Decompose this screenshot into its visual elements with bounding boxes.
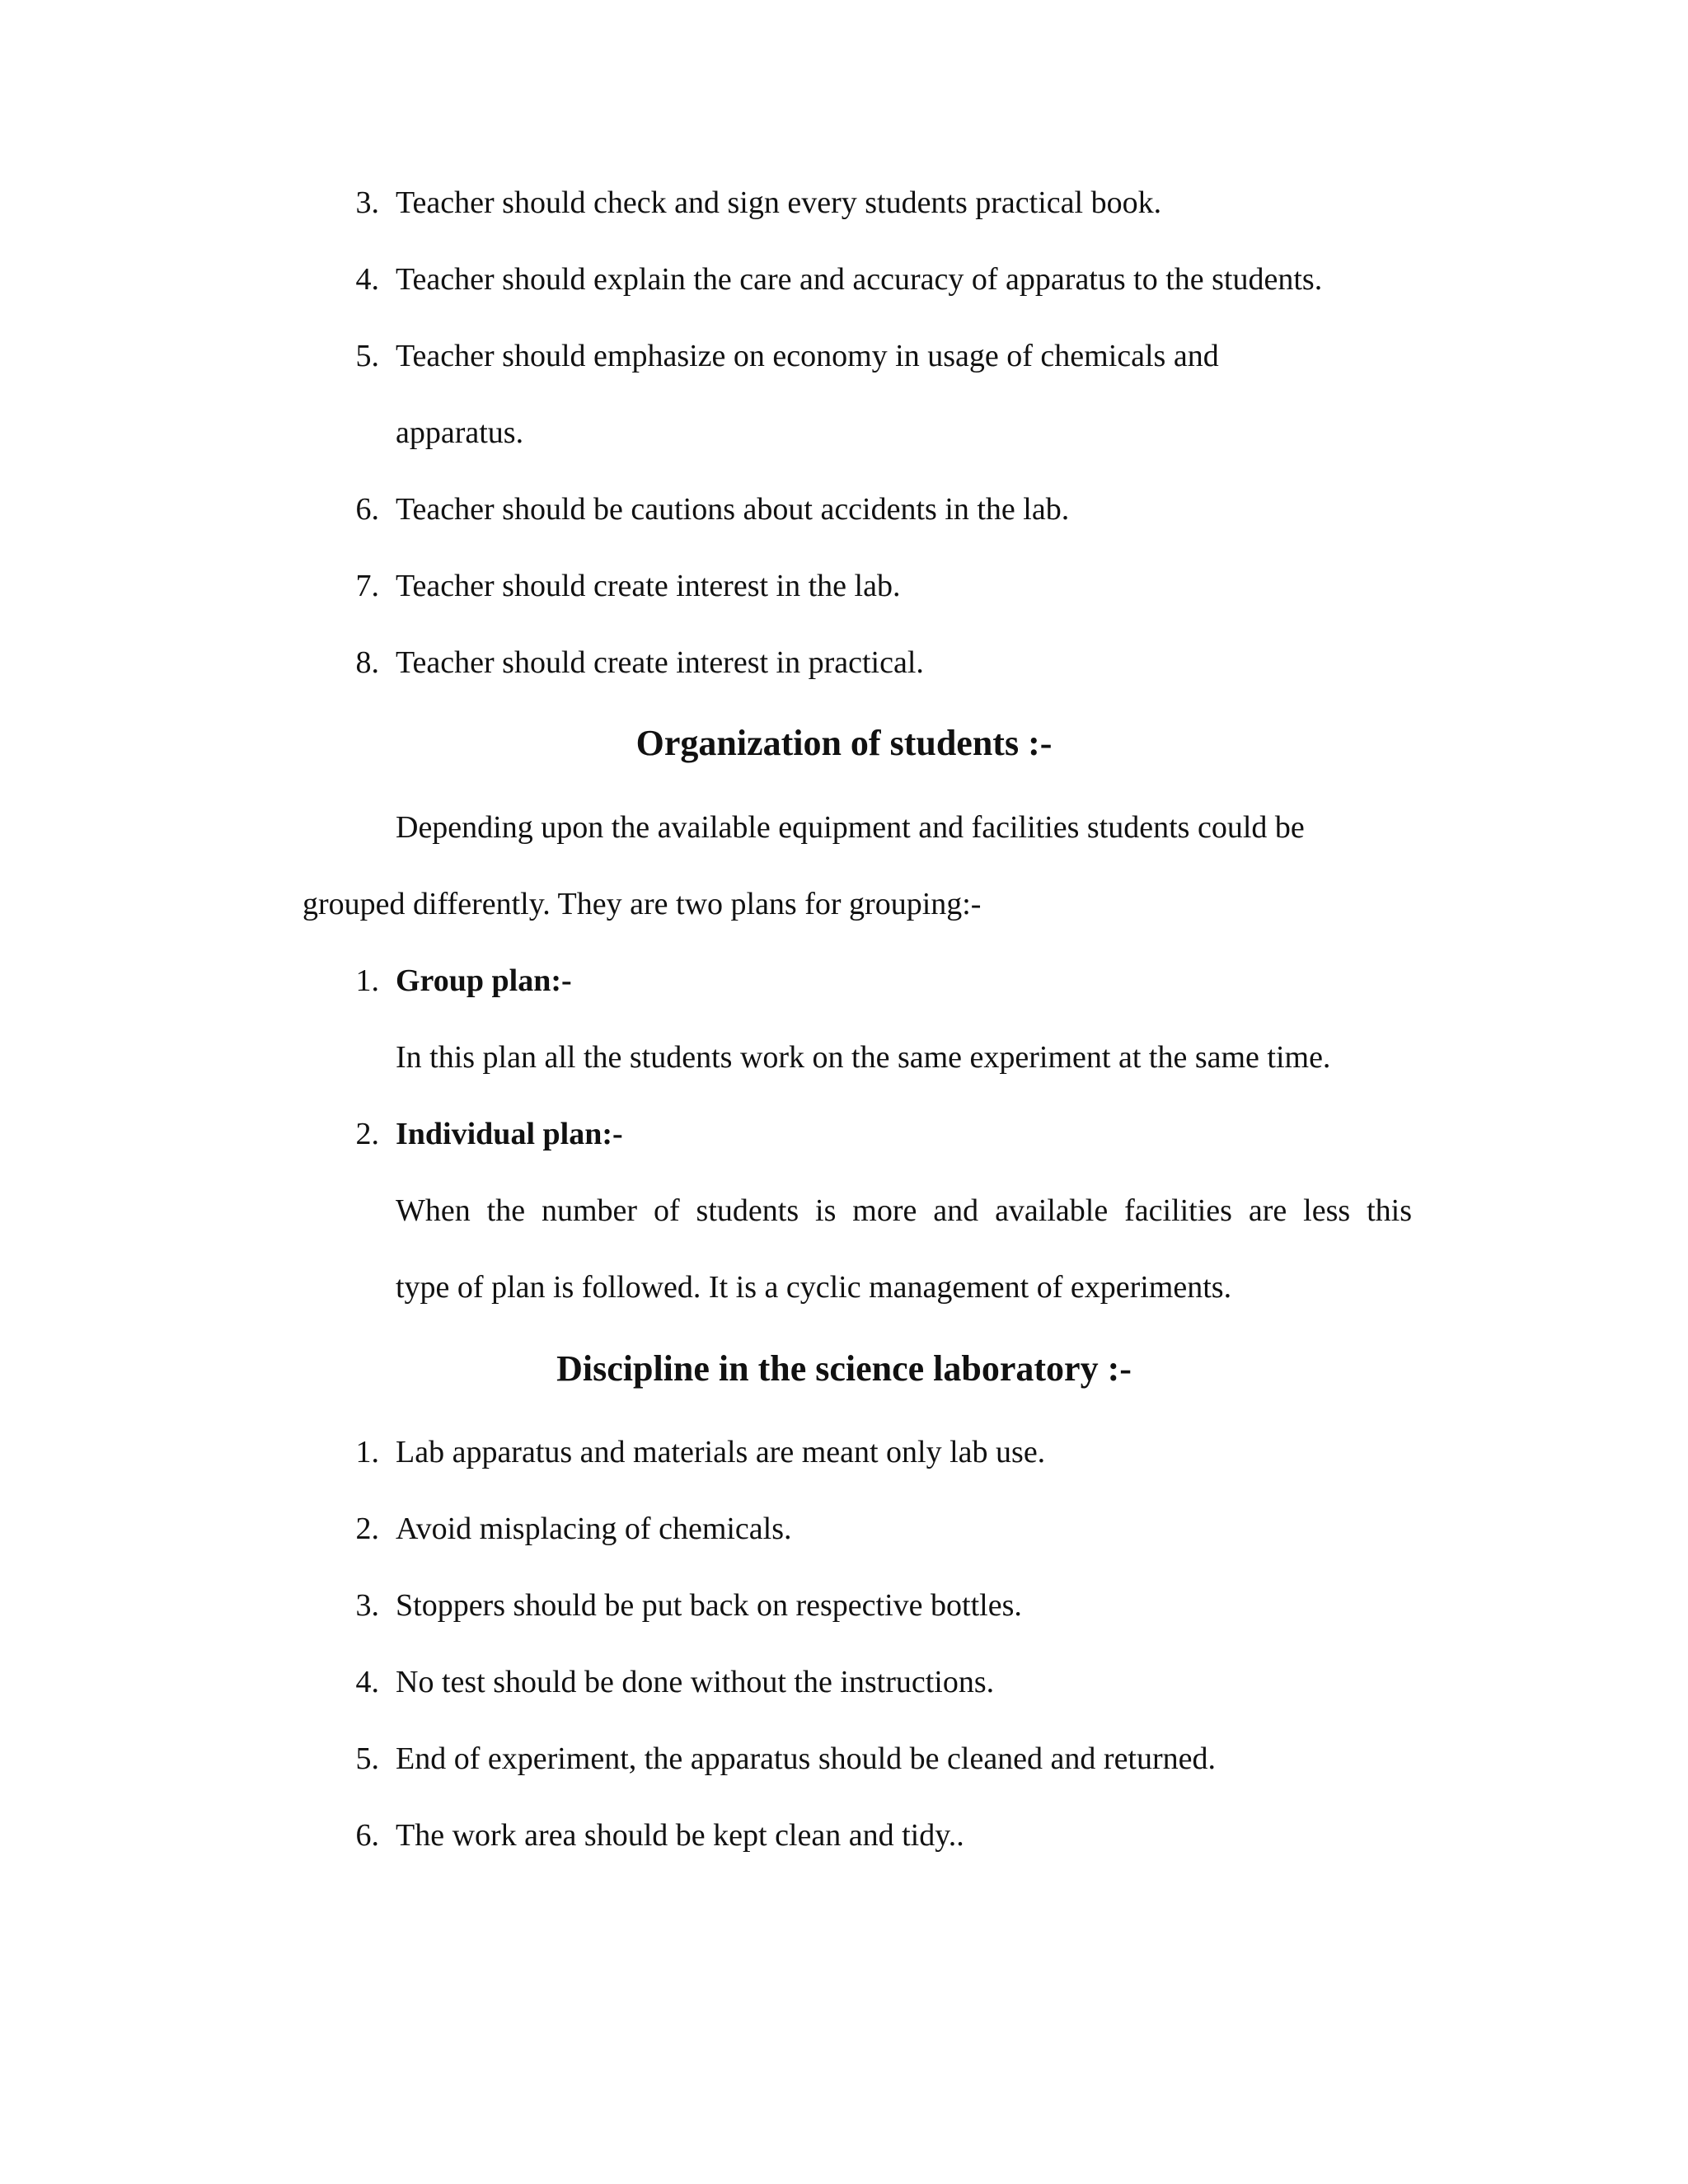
list-text: Teacher should check and sign every students practical book. [396, 185, 1162, 220]
plan-description-text: type of plan is followed. It is a cyclic management of experiments. [396, 1270, 1232, 1305]
list-text: Teacher should create interest in the lab. [396, 569, 901, 603]
paragraph-text: Depending upon the available equipment and facilities students could be [396, 810, 1305, 845]
list-number: 6. [355, 492, 379, 527]
list-text: Lab apparatus and materials are meant only lab use. [396, 1435, 1046, 1469]
plan-description-text: When the number of students is more and available facilities are less this [396, 1193, 1412, 1228]
list-number: 1. [355, 963, 379, 998]
list-number: 5. [355, 1741, 379, 1776]
list-number: 5. [355, 339, 379, 373]
list-text: Avoid misplacing of chemicals. [396, 1511, 792, 1546]
list-number: 4. [355, 1665, 379, 1699]
list-number: 3. [355, 1588, 379, 1623]
list-number: 2. [355, 1117, 379, 1151]
list-text: End of experiment, the apparatus should be cleaned and returned. [396, 1741, 1217, 1776]
list-number: 3. [355, 185, 379, 220]
list-number: 4. [355, 262, 379, 297]
plan-title: Individual plan:- [396, 1117, 623, 1151]
list-number: 2. [355, 1511, 379, 1546]
plan-title: Group plan:- [396, 963, 572, 998]
list-text: Teacher should be cautions about accidents in the lab. [396, 492, 1070, 527]
paragraph-text: grouped differently. They are two plans for grouping:- [302, 887, 982, 921]
section-heading-organization: Organization of students :- [635, 723, 1053, 763]
plan-description-text: In this plan all the students work on the same experiment at the same time. [396, 1040, 1331, 1075]
list-text: Teacher should create interest in practical. [396, 645, 924, 680]
list-text-continuation: apparatus. [396, 415, 524, 450]
section-heading-discipline: Discipline in the science laboratory :- [556, 1348, 1132, 1389]
list-text: Teacher should explain the care and accuracy of apparatus to the students. [396, 262, 1323, 297]
list-text: Stoppers should be put back on respective bottles. [396, 1588, 1022, 1623]
list-text: Teacher should emphasize on economy in usage of chemicals and [396, 339, 1219, 373]
list-number: 6. [355, 1818, 379, 1853]
list-text: The work area should be kept clean and tidy.. [396, 1818, 964, 1853]
list-number: 1. [355, 1435, 379, 1469]
list-text: No test should be done without the instructions. [396, 1665, 995, 1699]
list-number: 8. [355, 645, 379, 680]
list-number: 7. [355, 569, 379, 603]
